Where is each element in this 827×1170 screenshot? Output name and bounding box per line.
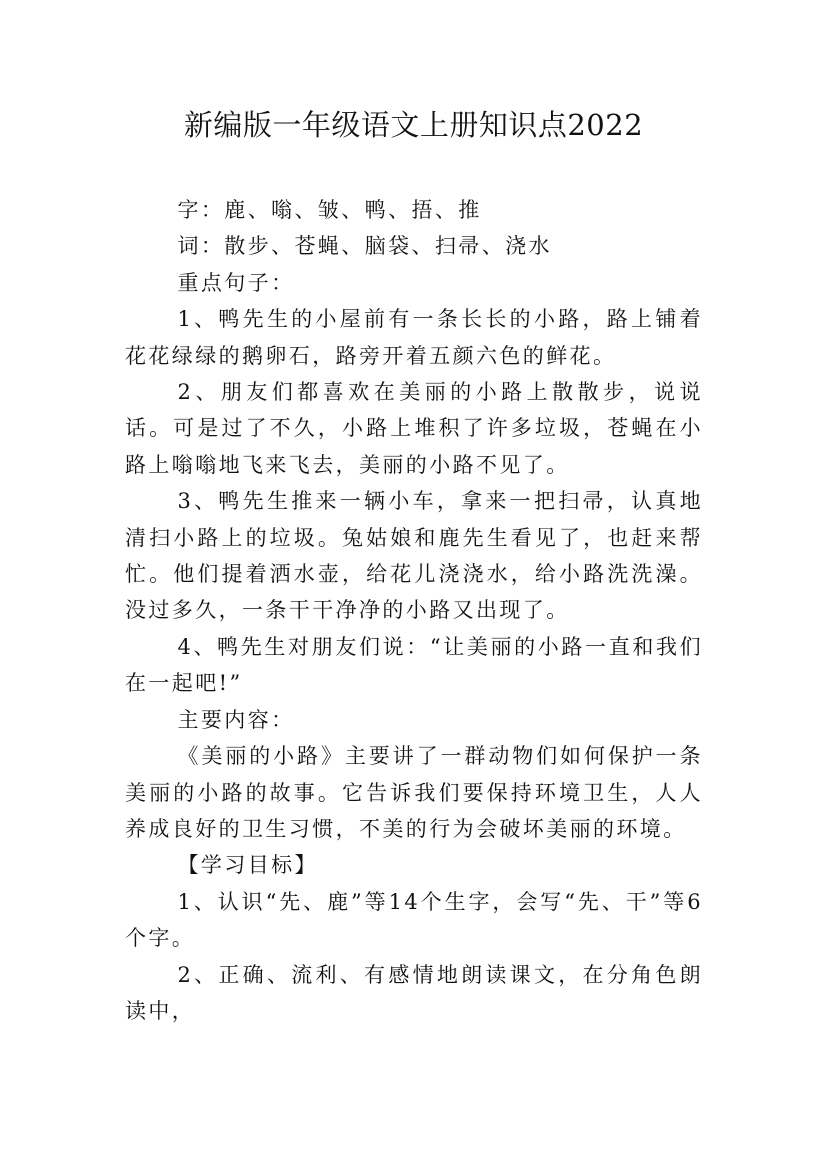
- line-words: 词：散步、苍蝇、脑袋、扫帚、浇水: [177, 234, 552, 259]
- heading-key-sentences: 重点句子：: [177, 270, 295, 295]
- document-body: [125, 192, 703, 1029]
- line-chars: 字：鹿、嗡、皱、鸭、捂、推: [177, 198, 482, 222]
- document-title: 新编版一年级语文上册知识点2022: [183, 108, 644, 142]
- heading-learning-goals: 【学习目标】: [177, 853, 318, 878]
- goal-1: 1、认识“先、鹿”等14个生字，会写“先、干”等6个字。: [125, 889, 703, 951]
- sentence-3: 3、鸭先生推来一辆小车，拿来一把扫帚，认真地清扫小路上的垃圾。兔姑娘和鹿先生看见了，也赶来帮忙。他们提着洒水壶，给花儿浇浇水，给小路洗洗澡。没过多久，一条干干净净的小路又出现了。: [125, 489, 703, 623]
- sentence-2: 2、朋友们都喜欢在美丽的小路上散散步，说说话。可是过了不久，小路上堆积了许多垃圾，苍蝇在小路上嗡嗡地飞来飞去，美丽的小路不见了。: [125, 380, 703, 477]
- sentence-4: 4、鸭先生对朋友们说：“让美丽的小路一直和我们在一起吧!”: [125, 634, 703, 696]
- heading-main-content: 主要内容：: [177, 707, 295, 732]
- goal-2: 2、正确、流利、有感情地朗读课文，在分角色朗读中，: [125, 962, 703, 1023]
- main-content-body: 《美丽的小路》主要讲了一群动物们如何保护一条美丽的小路的故事。它告诉我们要保持环境卫生，人人养成良好的卫生习惯，不美的行为会破坏美丽的环境。: [125, 744, 703, 841]
- sentence-1: 1、鸭先生的小屋前有一条长长的小路，路上铺着花花绿绿的鹅卵石，路旁开着五颜六色的鲜花。: [125, 307, 703, 368]
